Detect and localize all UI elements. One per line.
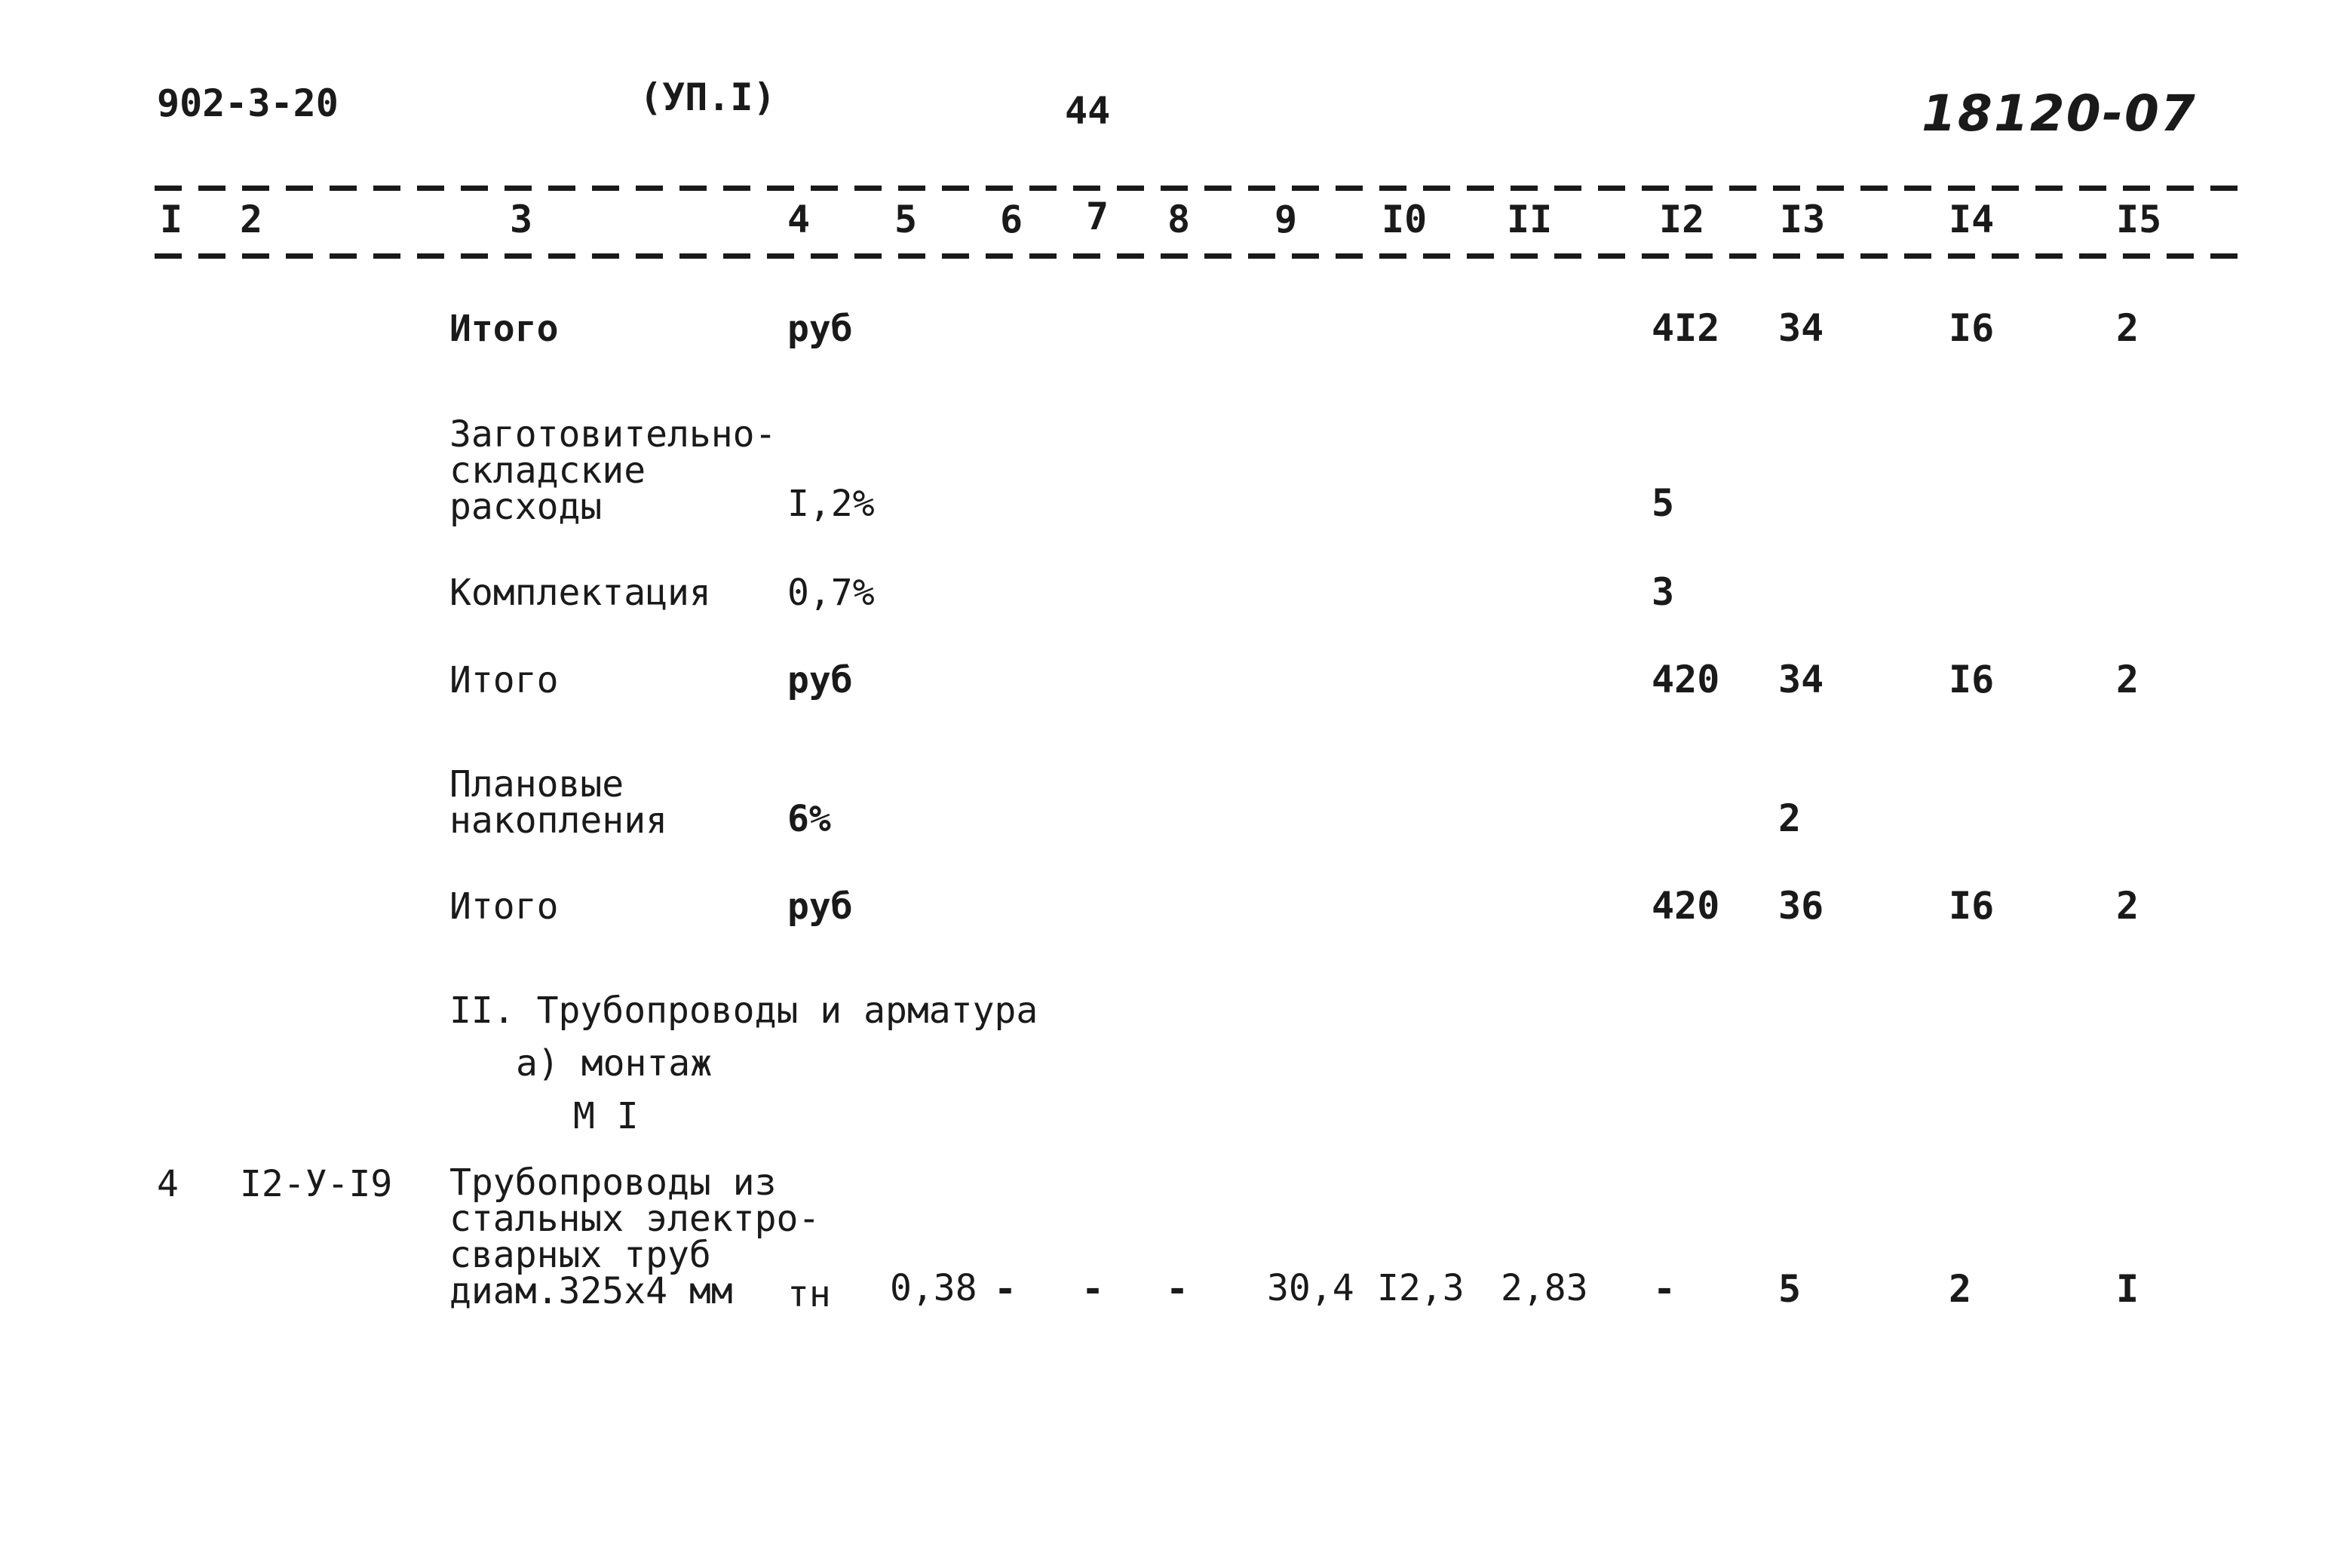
column-header: 5 [894,198,918,241]
section-subtitle: а) монтаж [516,1042,713,1085]
row-col13: 2 [1778,796,1802,840]
row-unit: руб [787,885,853,928]
album-number: (УП.I) [640,75,776,119]
column-header: 9 [1274,198,1298,241]
row-col8: - [1166,1267,1189,1311]
row-name: Итого [449,659,559,701]
column-header: 2 [240,198,263,241]
column-header: II [1507,198,1553,241]
row-name: Плановые накопления [449,763,667,842]
page-number: 44 [1065,89,1111,133]
row-col12: 4I2 [1652,306,1720,350]
column-header: I [160,198,183,241]
row-col10: I2,3 [1377,1267,1465,1309]
row-col7: - [1081,1267,1105,1311]
section-title: II. Трубопроводы и арматура [449,990,1038,1032]
row-col13: 34 [1778,306,1824,350]
row-col14: I6 [1949,658,1995,701]
header-bottom-rule [155,253,2244,259]
section-mark: М I [573,1095,639,1137]
row-col15: 2 [2116,884,2139,928]
row-col5: 0,38 [890,1267,977,1309]
column-header: I0 [1382,198,1428,241]
column-header: 8 [1167,198,1191,241]
row-code: I2-У-I9 [240,1163,393,1205]
row-col12: - [1653,1267,1676,1311]
row-unit: тн [787,1273,831,1315]
row-col12: 3 [1652,570,1675,614]
row-col15: 2 [2116,306,2139,350]
column-header: I4 [1949,198,1995,241]
row-name: Итого [449,885,559,928]
row-name: Комплектация [449,572,711,614]
row-col13: 34 [1778,658,1824,701]
column-header: I2 [1659,198,1705,241]
header-top-rule [155,186,2244,191]
row-unit: руб [787,308,853,350]
row-col15: I [2116,1267,2139,1311]
row-col6: - [994,1267,1017,1311]
row-col13: 36 [1778,884,1824,928]
row-unit: I,2% [787,483,875,525]
row-unit: 6% [787,798,831,840]
column-header: 4 [787,198,811,241]
row-col9: 30,4 [1267,1267,1354,1309]
row-name: Заготовительно- складские расходы [449,413,777,528]
row-col12: 420 [1652,658,1720,701]
row-col15: 2 [2116,658,2139,701]
row-col12: 5 [1652,481,1675,525]
row-col14: 2 [1949,1267,1972,1311]
series-number: 902-3-20 [157,81,339,125]
row-unit: 0,7% [787,572,875,614]
row-unit: руб [787,659,853,701]
row-number: 4 [157,1163,179,1205]
row-col14: I6 [1949,884,1995,928]
column-header: I5 [2116,198,2162,241]
row-col11: 2,83 [1501,1267,1588,1309]
row-name: Трубопроводы из стальных электро- сварных труб диам.325х4 мм [449,1161,820,1312]
column-header: I3 [1780,198,1826,241]
column-header: 7 [1086,195,1109,238]
document-code: 18120-07 [1922,84,2197,143]
column-header: 3 [510,198,533,241]
row-col14: I6 [1949,306,1995,350]
row-col12: 420 [1652,884,1720,928]
row-col13: 5 [1778,1267,1802,1311]
row-name: Итого [449,308,559,350]
column-header: 6 [1000,198,1023,241]
